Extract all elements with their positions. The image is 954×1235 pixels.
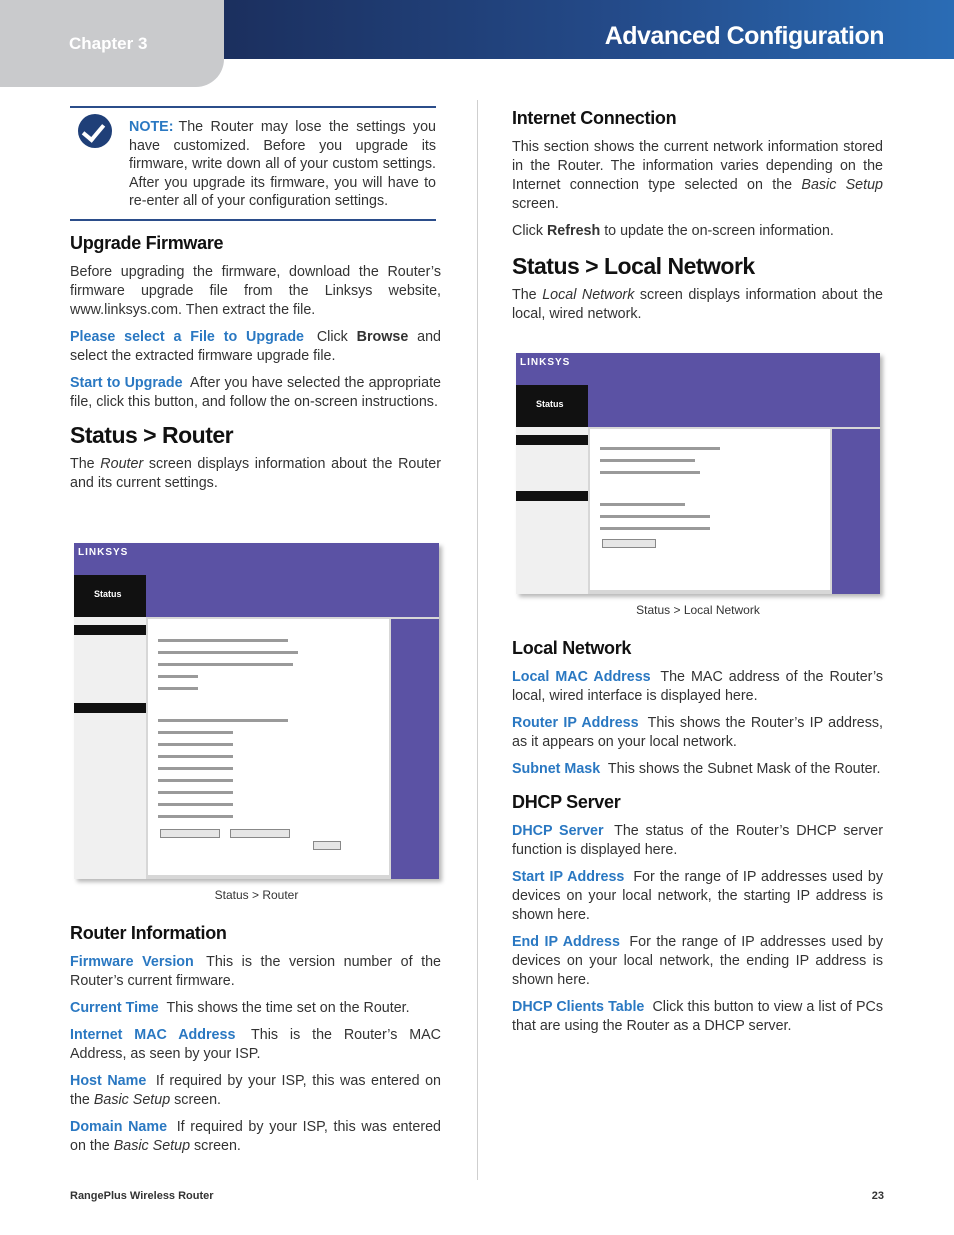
dct-term: DHCP Clients Table — [512, 999, 645, 1015]
inet-text-b: screen. — [512, 196, 559, 212]
ct-para — [70, 999, 441, 1018]
fw-term: Firmware Version — [70, 954, 194, 970]
screen-row — [158, 687, 198, 690]
chapter-tab — [0, 0, 224, 87]
screen-row — [600, 447, 720, 450]
router-caption: Status > Router — [214, 888, 299, 902]
dct-para — [512, 998, 883, 1036]
screen-row — [158, 779, 233, 782]
column-divider — [477, 100, 478, 1180]
screen-section-bar — [74, 703, 146, 713]
local-intro-b: screen displays information about the local, wired network. — [512, 287, 883, 322]
dhcp-para — [512, 822, 883, 860]
ct-term: Current Time — [70, 1000, 159, 1016]
right-column — [512, 109, 883, 332]
local-network-screenshot — [516, 353, 880, 594]
screen-button — [602, 539, 656, 548]
screen-side-header — [516, 385, 588, 427]
rip-term: Router IP Address — [512, 715, 639, 731]
header-bar — [224, 0, 954, 59]
mac-para — [70, 1026, 441, 1064]
note-body: The Router may lose the settings you have customized. Before you upgrade its firmware, write down all of your custom settings. After you upgrade its firmware, you will have to re-enter all of your configuration settings. — [129, 119, 436, 209]
router-intro-b: screen displays information about the Router and its current settings. — [70, 456, 441, 491]
screen-row — [158, 675, 198, 678]
dhcp-text: The status of the Router’s DHCP server function is displayed here. — [512, 823, 883, 858]
screen-row — [158, 755, 233, 758]
refresh-bold: Refresh — [546, 223, 601, 239]
eip-text: For the range of IP addresses used by devices on your local network, the ending IP address is shown here. — [512, 934, 883, 988]
lmac-para — [512, 668, 883, 706]
sip-para — [512, 868, 883, 925]
screen-section-bar — [74, 625, 146, 635]
linksys-logo: LINKSYS — [78, 547, 129, 558]
screen-row — [600, 515, 710, 518]
screen-row — [158, 767, 233, 770]
start-text: After you have selected the appropriate file, click this button, and follow the on-screen instructions. — [70, 375, 441, 410]
start-upgrade-para — [70, 374, 441, 412]
screen-section-bar — [516, 491, 588, 501]
inet-para — [512, 138, 883, 214]
left-column — [70, 234, 441, 501]
router-screenshot — [74, 543, 439, 879]
screen-side-label: Status — [536, 399, 564, 409]
host-text-b: screen. — [174, 1092, 222, 1108]
sub-term: Subnet Mask — [512, 761, 601, 777]
screen-nav — [146, 575, 439, 617]
note-label: NOTE: — [129, 119, 174, 135]
domain-term: Domain Name — [70, 1119, 168, 1135]
dhcp-term: DHCP Server — [512, 823, 604, 839]
local-caption: Status > Local Network — [636, 603, 760, 617]
screen-row — [158, 803, 233, 806]
host-para — [70, 1072, 441, 1110]
host-term: Host Name — [70, 1073, 147, 1089]
screen-row — [158, 731, 233, 734]
screen-row — [158, 719, 288, 722]
checkmark-icon — [78, 114, 112, 148]
router-intro-a: The — [70, 456, 95, 472]
screen-panel — [590, 429, 830, 590]
screen-sidebar — [74, 575, 146, 879]
select-term: Please select a File to Upgrade — [70, 329, 305, 345]
ct-text: This shows the time set on the Router. — [166, 1000, 410, 1016]
sip-term: Start IP Address — [512, 869, 625, 885]
select-file-para — [70, 328, 441, 366]
screen-right-panel — [832, 429, 880, 594]
inet-text-a: This section shows the current network information stored in the Router. The information varies depending on the Internet connection type selected on the — [512, 139, 883, 193]
screen-button — [313, 841, 341, 850]
select-text-a: Click — [316, 329, 348, 345]
chapter-label: Chapter 3 — [69, 34, 148, 53]
local-network-section — [512, 639, 883, 1044]
linksys-logo: LINKSYS — [520, 357, 571, 368]
footer-page-number: 23 — [871, 1190, 884, 1202]
screen-row — [600, 471, 700, 474]
mac-term: Internet MAC Address — [70, 1027, 236, 1043]
screen-right-panel — [391, 619, 439, 879]
start-term: Start to Upgrade — [70, 375, 183, 391]
refresh-para — [512, 222, 883, 241]
screen-row — [600, 527, 710, 530]
screen-row — [158, 651, 298, 654]
sub-text: This shows the Subnet Mask of the Router. — [607, 761, 881, 777]
rip-para — [512, 714, 883, 752]
router-intro-em: Router — [100, 456, 144, 472]
domain-para — [70, 1118, 441, 1156]
screen-panel — [148, 619, 389, 875]
note-bottom-rule — [70, 219, 436, 221]
screen-button — [230, 829, 290, 838]
lmac-text: The MAC address of the Router’s local, wired interface is displayed here. — [512, 669, 884, 704]
screen-side-header — [74, 575, 146, 617]
domain-em: Basic Setup — [113, 1138, 191, 1154]
sub-para — [512, 760, 883, 779]
dhcp-heading: DHCP Server — [512, 792, 621, 812]
host-em: Basic Setup — [93, 1092, 171, 1108]
screen-row — [158, 743, 233, 746]
screen-button — [160, 829, 220, 838]
eip-term: End IP Address — [512, 934, 620, 950]
select-text-b: and select the extracted firmware upgrade file. — [70, 329, 441, 364]
note-box — [70, 106, 436, 221]
screen-section-bar — [516, 435, 588, 445]
footer-product: RangePlus Wireless Router — [70, 1190, 214, 1202]
dct-text: Click this button to view a list of PCs that are using the Router as a DHCP server. — [512, 999, 883, 1034]
screen-top-bar — [516, 353, 880, 385]
screen-row — [158, 791, 233, 794]
screen-side-label: Status — [94, 589, 122, 599]
router-heading: Status > Router — [70, 422, 234, 448]
local-heading: Status > Local Network — [512, 253, 755, 279]
mac-text: This is the Router’s MAC Address, as seen by your ISP. — [70, 1027, 441, 1062]
rip-text: This shows the Router’s IP address, as it appears on your local network. — [512, 715, 883, 750]
local-intro-a: The — [512, 287, 537, 303]
eip-para — [512, 933, 883, 990]
screen-top-bar — [74, 543, 439, 575]
sip-text: For the range of IP addresses used by devices on your local network, the starting IP address is shown here. — [512, 869, 883, 923]
page-title: Advanced Configuration — [604, 22, 884, 50]
browse-bold: Browse — [356, 329, 409, 345]
local-intro — [512, 286, 883, 324]
upgrade-heading: Upgrade Firmware — [70, 233, 224, 253]
fw-para — [70, 953, 441, 991]
screen-row — [158, 815, 233, 818]
inet-heading: Internet Connection — [512, 108, 677, 128]
router-info-section — [70, 924, 441, 1164]
fw-text: This is the version number of the Router’s current firmware. — [70, 954, 442, 989]
router-info-heading: Router Information — [70, 923, 227, 943]
local-intro-em: Local Network — [542, 287, 635, 303]
inet-em: Basic Setup — [801, 177, 884, 193]
refresh-b: to update the on-screen information. — [604, 223, 834, 239]
host-text-a: If required by your ISP, this was entered on the — [70, 1073, 441, 1108]
screen-row — [158, 663, 293, 666]
screen-row — [158, 639, 288, 642]
refresh-a: Click — [512, 223, 543, 239]
lmac-term: Local MAC Address — [512, 669, 651, 685]
router-intro — [70, 455, 441, 493]
upgrade-intro: Before upgrading the firmware, download the Router’s firmware upgrade file from the Linksys website, www.linksys.com. Then extract the file. — [70, 264, 441, 318]
screen-nav — [588, 385, 880, 427]
domain-text-b: screen. — [194, 1138, 241, 1154]
screen-row — [600, 503, 685, 506]
domain-text-a: If required by your ISP, this was entered on the — [70, 1119, 441, 1154]
note-text — [129, 108, 436, 219]
ln-heading: Local Network — [512, 638, 632, 658]
screen-row — [600, 459, 695, 462]
